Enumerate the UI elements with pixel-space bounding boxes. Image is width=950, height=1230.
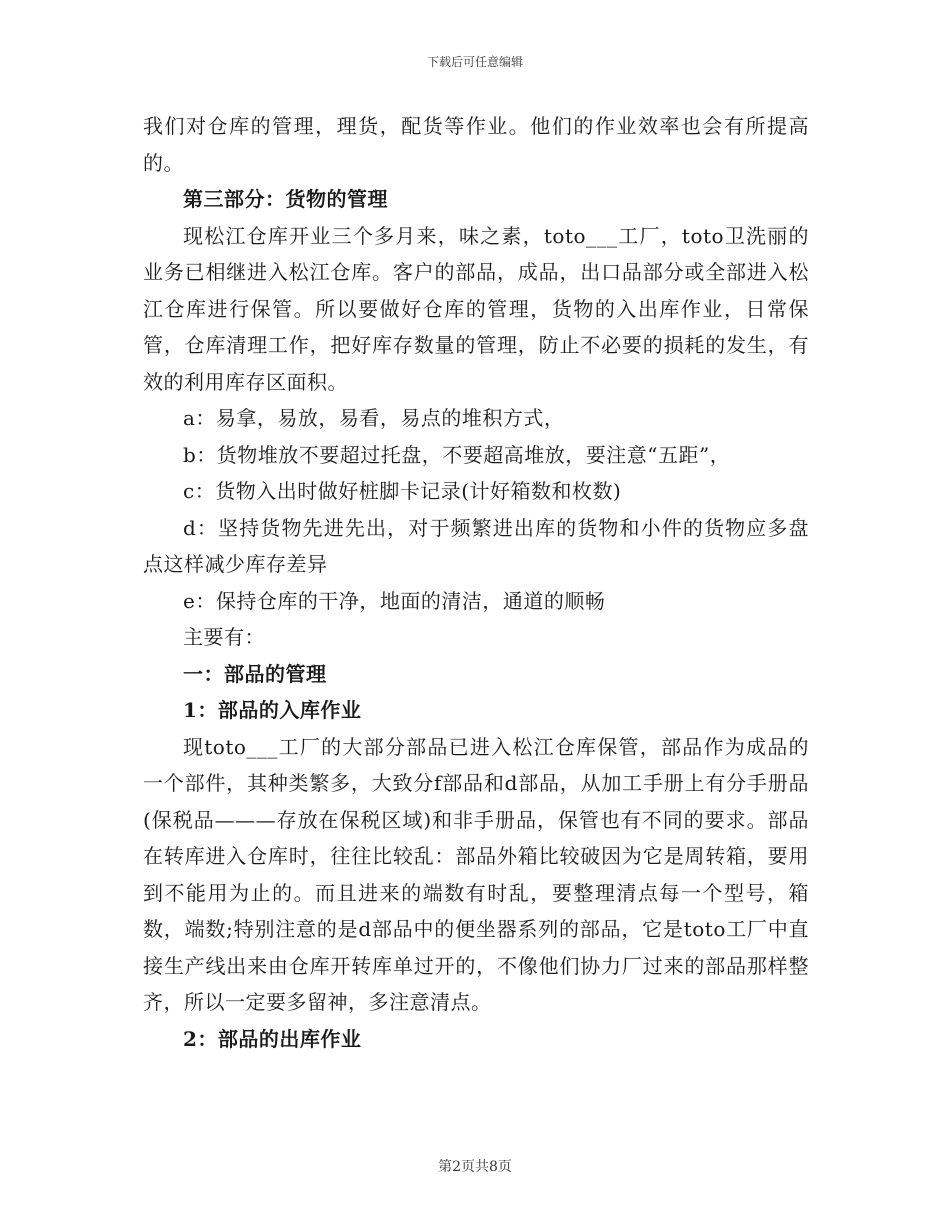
section-heading-part3: 第三部分：货物的管理 [183,187,388,211]
paragraph-main-items: 主要有： [183,625,265,649]
subheading-parts-inbound: 1：部品的入库作业 [183,698,362,722]
list-item-c: c：货物入出时做好桩脚卡记录(计好箱数和枚数) [183,479,622,503]
page-header: 下载后可任意编辑 [426,55,523,69]
document-body [143,108,809,1057]
list-item-d: d：坚持货物先进先出，对于频繁进出库的货物和小件的货物应多盘点这样减少库存差异 [143,515,809,576]
page-footer: 第2页共8页 [438,1159,512,1175]
subheading-parts-outbound: 2：部品的出库作业 [183,1026,362,1051]
list-item-a: a：易拿，易放，易看，易点的堆积方式， [183,406,565,430]
paragraph-continuation: 我们对仓库的管理，理货，配货等作业。他们的作业效率也会有所提高的。 [143,114,809,175]
paragraph-parts-inbound: 现toto___工厂的大部分部品已进入松江仓库保管，部品作为成品的一个部件，其种类繁多，大致分f部品和d部品，从加工手册上有分手册品(保税品———存放在保税区域)和非手册品，保管也有不同的要求。部品在转库进入仓库时，往往比较乱：部品外箱比较破因为它是周转箱，要用到不能用为止的。而且进来的端数有时乱，要整理清点每一个型号，箱数，端数;特别注意的是d部品中的便坐器系列的部品，它是toto工厂中直接生产线出来由仓库开转库单过开的，不像他们协力厂过来的部品那样整齐，所以一定要多留神，多注意清点。 [143,734,809,1014]
list-item-b: b：货物堆放不要超过托盘，不要超高堆放，要注意“五距”， [183,442,731,467]
list-item-e: e：保持仓库的干净，地面的清洁，通道的顺畅 [183,588,606,613]
subheading-parts-management: 一：部品的管理 [183,661,327,686]
paragraph-intro: 现松江仓库开业三个多月来，味之素，toto___工厂，toto卫洗丽的业务已相继进入松江仓库。客户的部品，成品，出口品部分或全部进入松江仓库进行保管。所以要做好仓库的管理，货物的入出库作业，日常保管，仓库清理工作，把好库存数量的管理，防止不必要的损耗的发生，有效的利用库存区面积。 [143,223,809,394]
